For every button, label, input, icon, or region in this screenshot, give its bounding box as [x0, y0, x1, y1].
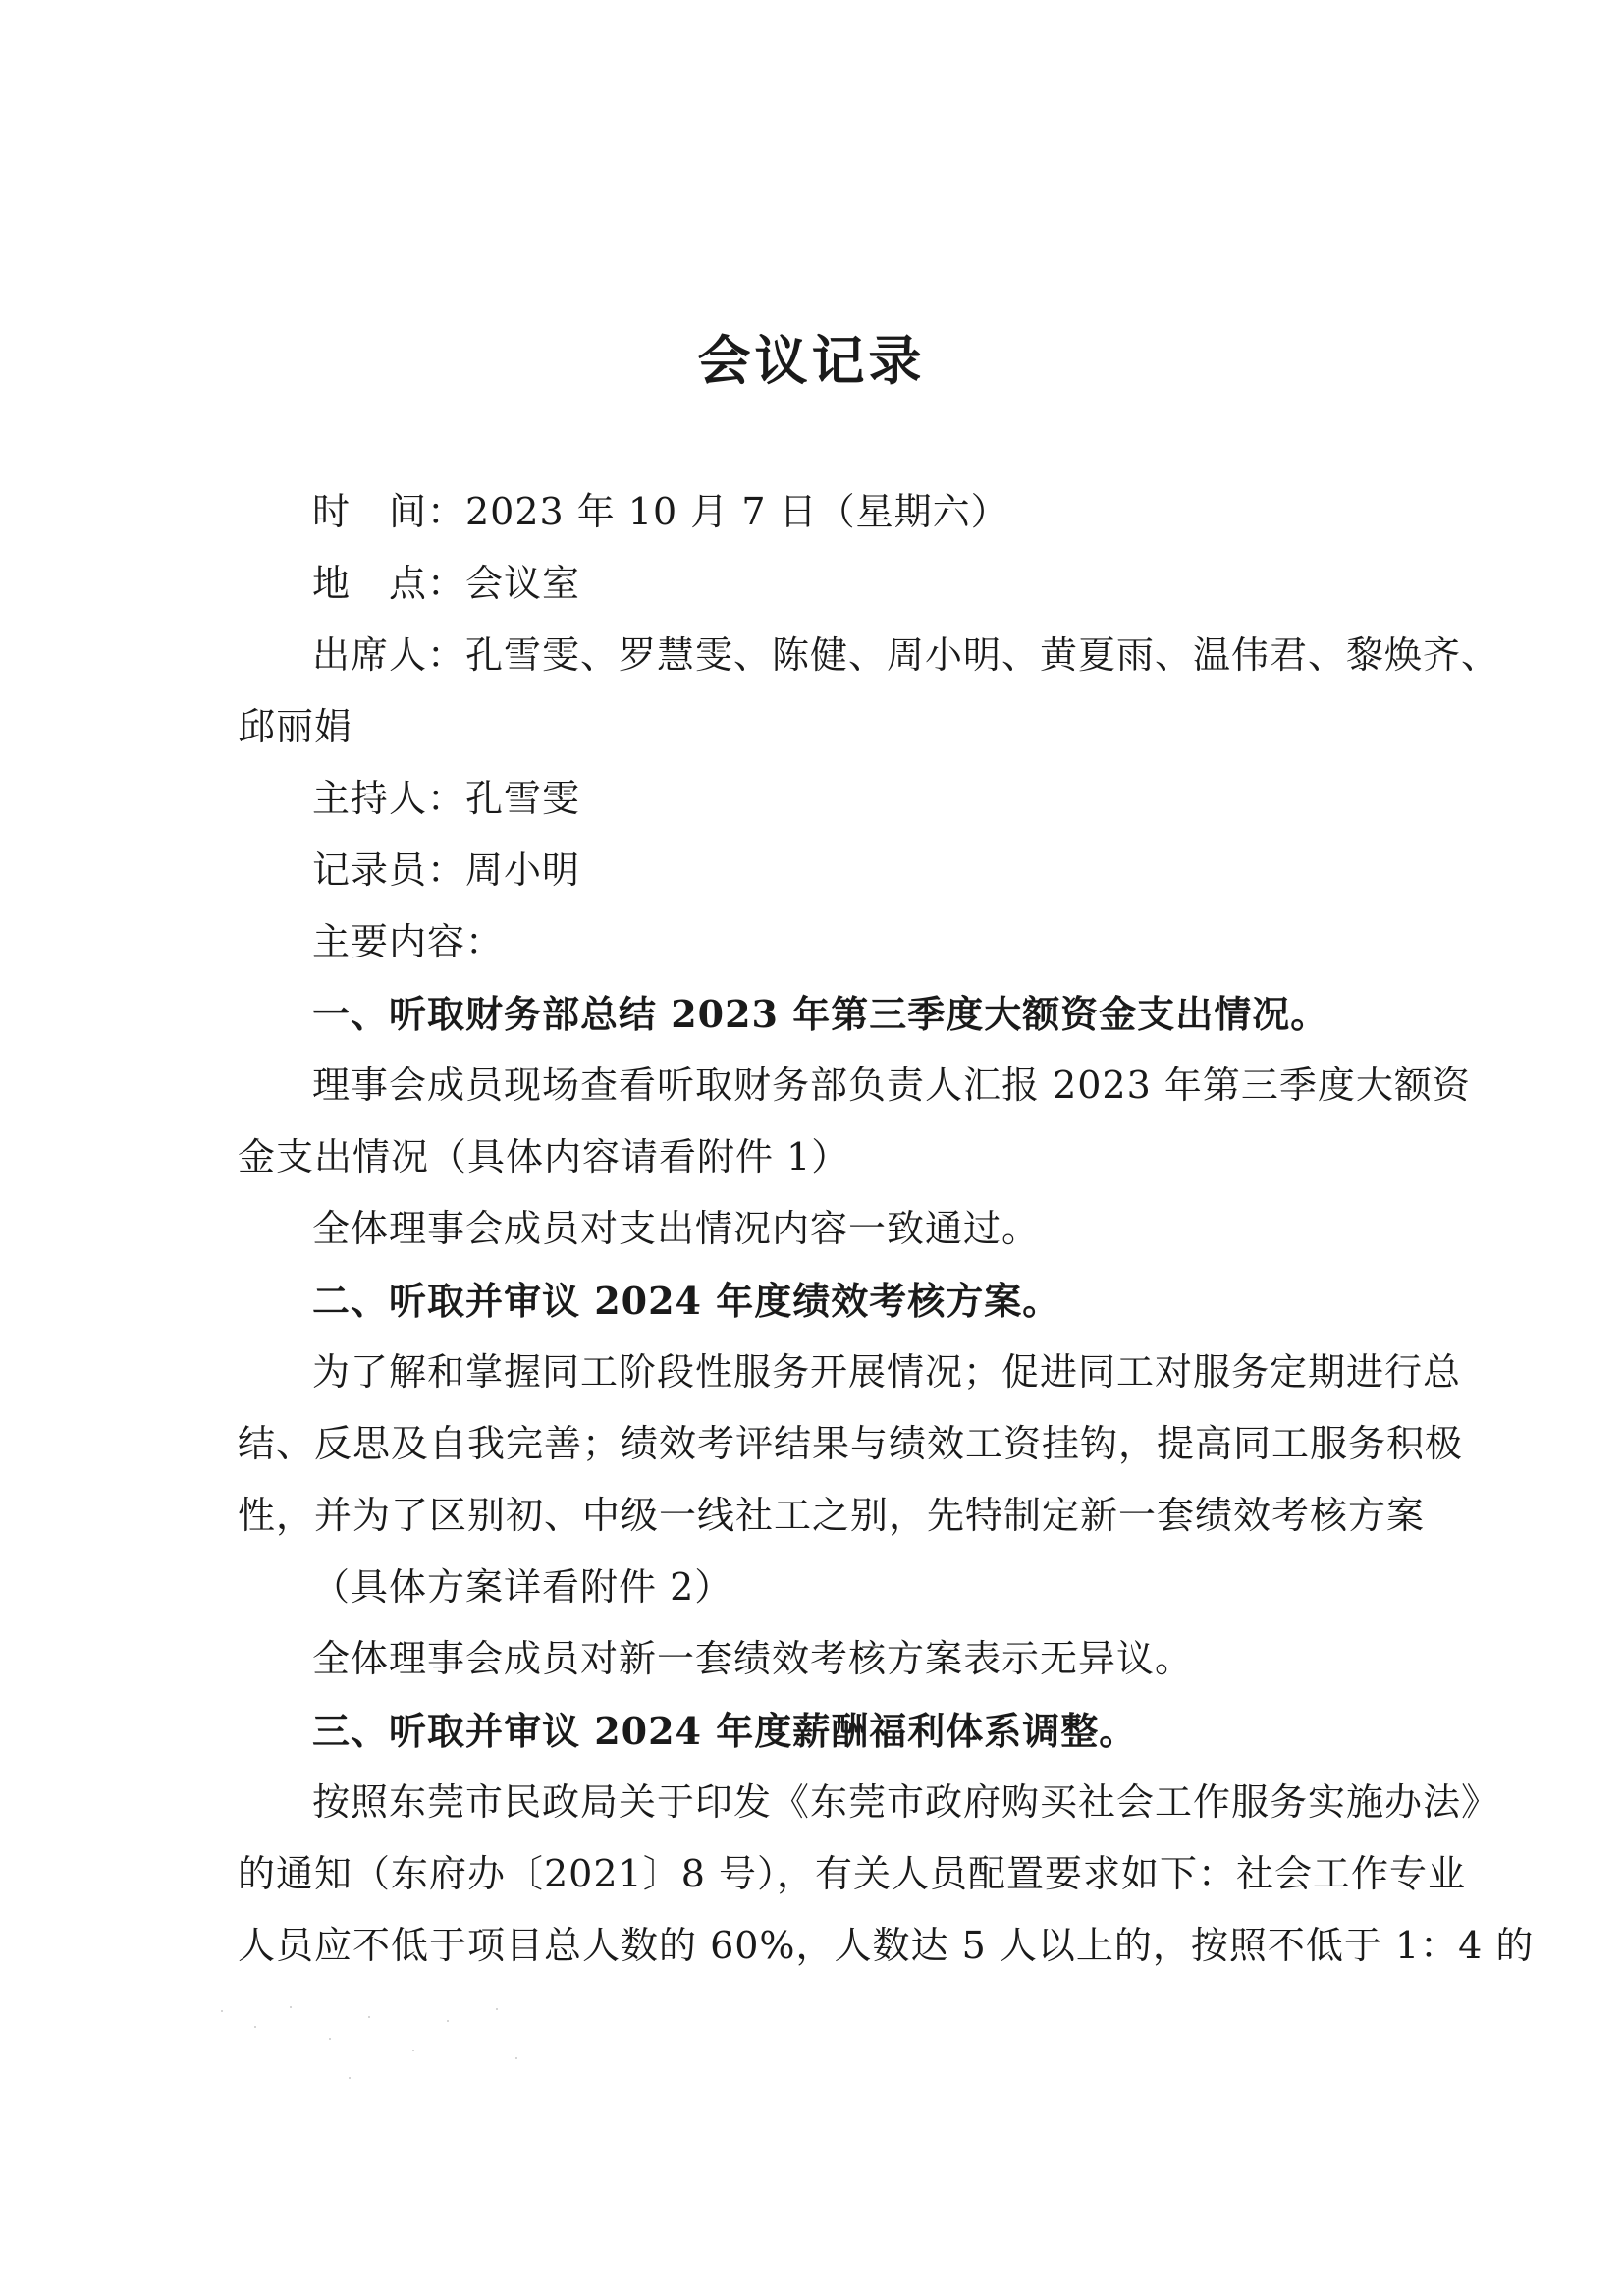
- attendees-continuation-line: 邱丽娟: [238, 705, 353, 748]
- document-body: [238, 476, 1535, 1982]
- paragraph-line: 的通知（东府办〔2021〕8 号），有关人员配置要求如下：社会工作专业: [238, 1852, 1466, 1895]
- paragraph-line: 全体理事会成员对新一套绩效考核方案表示无异议。: [312, 1637, 1194, 1680]
- section-heading-3: 三、听取并审议 2024 年度薪酬福利体系调整。: [312, 1709, 1138, 1753]
- recorder-line: 记录员：周小明: [312, 848, 581, 892]
- paragraph-line: 全体理事会成员对支出情况内容一致通过。: [312, 1207, 1041, 1250]
- paragraph-line: 为了解和掌握同工阶段性服务开展情况；促进同工对服务定期进行总: [312, 1350, 1462, 1394]
- section-heading-2: 二、听取并审议 2024 年度绩效考核方案。: [312, 1279, 1061, 1323]
- meeting-location-line: 地 点：会议室: [312, 562, 581, 605]
- section-heading-1: 一、听取财务部总结 2023 年第三季度大额资金支出情况。: [312, 992, 1329, 1036]
- paragraph-line: 金支出情况（具体内容请看附件 1）: [238, 1135, 850, 1178]
- meeting-time-line: 时 间：2023 年 10 月 7 日（星期六）: [312, 490, 1009, 533]
- host-line: 主持人：孔雪雯: [312, 777, 581, 820]
- scan-noise-specks: [211, 1998, 545, 2097]
- paragraph-line: 性，并为了区别初、中级一线社工之别，先特制定新一套绩效考核方案: [238, 1494, 1426, 1537]
- paragraph-line: （具体方案详看附件 2）: [312, 1565, 733, 1609]
- paragraph-line: 结、反思及自我完善；绩效考评结果与绩效工资挂钩，提高同工服务积极: [238, 1422, 1464, 1465]
- document-title: 会议记录: [697, 329, 926, 392]
- main-content-label: 主要内容：: [312, 920, 505, 963]
- attendees-line: 出席人：孔雪雯、罗慧雯、陈健、周小明、黄夏雨、温伟君、黎焕齐、: [312, 633, 1500, 677]
- paragraph-line: 按照东莞市民政局关于印发《东莞市政府购买社会工作服务实施办法》: [312, 1780, 1500, 1824]
- paragraph-line: 人员应不低于项目总人数的 60%，人数达 5 人以上的，按照不低于 1：4 的: [238, 1924, 1535, 1967]
- paragraph-line: 理事会成员现场查看听取财务部负责人汇报 2023 年第三季度大额资: [312, 1064, 1471, 1107]
